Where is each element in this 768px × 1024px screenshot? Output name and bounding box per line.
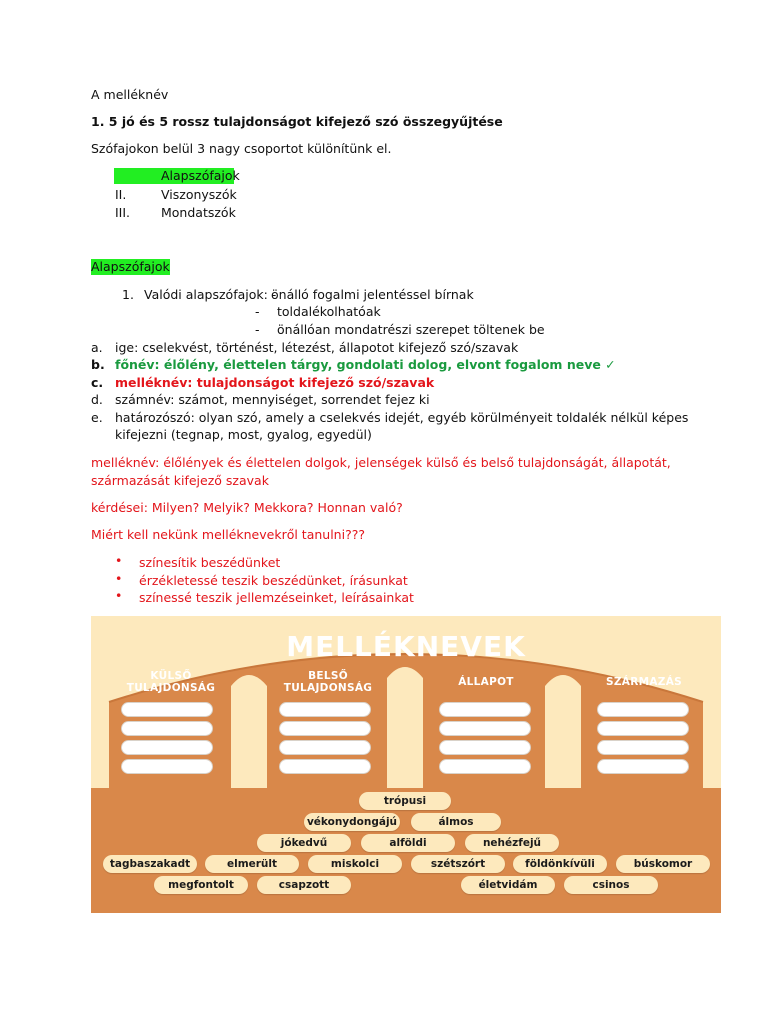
letter-mark-b: b.	[91, 357, 105, 372]
melleknevek-infographic	[91, 616, 721, 913]
slot-szarmazas-1[interactable]	[597, 702, 689, 717]
group-label-3: Mondatszók	[161, 205, 236, 220]
letter-text-e: határozószó: olyan szó, amely a cselekvés idejét, egyéb körülményeit toldalék nélkül képes	[115, 410, 689, 425]
valodi-item-3: önállóan mondatrészi szerepet töltenek be	[277, 322, 545, 337]
slot-szarmazas-3[interactable]	[597, 740, 689, 755]
intro-text: Szófajokon belül 3 nagy csoportot különítünk el.	[91, 141, 392, 156]
word-tile[interactable]: miskolci	[308, 855, 402, 873]
slot-allapot-3[interactable]	[439, 740, 531, 755]
valodi-num: 1.	[122, 287, 134, 302]
word-tile[interactable]: nehézfejű	[465, 834, 559, 852]
letter-mark-c: c.	[91, 375, 104, 390]
word-tile[interactable]: trópusi	[359, 792, 451, 810]
letter-text-b: főnév: élőlény, élettelen tárgy, gondolati dolog, elvont fogalom neve ✓	[115, 357, 616, 372]
reason-3: színessé teszik jellemzéseinket, leírásainkat	[139, 590, 414, 605]
heading-1: 1. 5 jó és 5 rossz tulajdonságot kifejező szó összegyűjtése	[91, 114, 503, 129]
letter-mark-a: a.	[91, 340, 103, 355]
group-label-2: Viszonyszók	[161, 187, 237, 202]
word-tile[interactable]: életvidám	[461, 876, 555, 894]
column-title-allapot: ÁLLAPOT	[458, 676, 514, 688]
word-tile[interactable]: jókedvű	[257, 834, 351, 852]
group-num-3: III.	[115, 205, 131, 220]
valodi-item-1: önálló fogalmi jelentéssel bírnak	[271, 287, 474, 302]
word-tile[interactable]: megfontolt	[154, 876, 248, 894]
valodi-label: Valódi alapszófajok: -	[144, 287, 277, 302]
word-tile[interactable]: tagbaszakadt	[103, 855, 197, 873]
letter-text-c: melléknév: tulajdonságot kifejező szó/szavak	[115, 375, 435, 390]
word-tile[interactable]: búskomor	[616, 855, 710, 873]
slot-szarmazas-4[interactable]	[597, 759, 689, 774]
word-tile[interactable]: csinos	[564, 876, 658, 894]
reason-1: színesítik beszédünket	[139, 555, 281, 570]
slot-kulso-4[interactable]	[121, 759, 213, 774]
word-tile[interactable]: csapzott	[257, 876, 351, 894]
word-tile[interactable]: földönkívüli	[513, 855, 607, 873]
slot-belso-2[interactable]	[279, 721, 371, 736]
group-label-1: Alapszófajok	[114, 168, 234, 184]
why-text: Miért kell nekünk melléknevekről tanulni???	[91, 527, 365, 542]
letter-text-e-cont: kifejezni (tegnap, most, gyalog, egyedül)	[115, 427, 372, 442]
slot-kulso-3[interactable]	[121, 740, 213, 755]
word-tile[interactable]: vékonydongájú	[304, 813, 400, 831]
letter-text-d: számnév: számot, mennyiséget, sorrendet fejez ki	[115, 392, 430, 407]
bullet-3: •	[115, 588, 123, 603]
document-title: A melléknév	[91, 87, 169, 102]
questions-text: kérdései: Milyen? Melyik? Mekkora? Honnan való?	[91, 500, 403, 515]
slot-kulso-1[interactable]	[121, 702, 213, 717]
slot-allapot-1[interactable]	[439, 702, 531, 717]
bullet-2: •	[115, 571, 123, 586]
column-title-szarmazas: SZÁRMAZÁS	[606, 676, 682, 688]
valodi-dash-3: -	[255, 322, 260, 337]
slot-allapot-2[interactable]	[439, 721, 531, 736]
word-tile[interactable]: elmerült	[205, 855, 299, 873]
reason-2: érzékletessé teszik beszédünket, írásunkat	[139, 573, 408, 588]
group-num-2: II.	[115, 187, 127, 202]
word-tile[interactable]: álmos	[411, 813, 501, 831]
slot-belso-3[interactable]	[279, 740, 371, 755]
word-tile[interactable]: alföldi	[361, 834, 455, 852]
slot-allapot-4[interactable]	[439, 759, 531, 774]
column-title-belso: BELSŐ TULAJDONSÁG	[283, 670, 373, 694]
letter-mark-d: d.	[91, 392, 103, 407]
slot-szarmazas-2[interactable]	[597, 721, 689, 736]
valodi-item-2: toldalékolhatóak	[277, 304, 381, 319]
definition-line-1: melléknév: élőlények és élettelen dolgok, jelenségek külső és belső tulajdonságát, állapotát,	[91, 455, 671, 470]
infographic-title: MELLÉKNEVEK	[286, 630, 526, 663]
valodi-dash-2: -	[255, 304, 260, 319]
letter-mark-e: e.	[91, 410, 103, 425]
slot-belso-1[interactable]	[279, 702, 371, 717]
word-tile[interactable]: szétszórt	[411, 855, 505, 873]
slot-kulso-2[interactable]	[121, 721, 213, 736]
bullet-1: •	[115, 553, 123, 568]
section-title: Alapszófajok	[91, 259, 170, 274]
letter-text-a: ige: cselekvést, történést, létezést, állapotot kifejező szó/szavak	[115, 340, 519, 355]
column-title-kulso: KÜLSŐ TULAJDONSÁG	[126, 670, 216, 694]
slot-belso-4[interactable]	[279, 759, 371, 774]
definition-line-2: származását kifejező szavak	[91, 473, 269, 488]
